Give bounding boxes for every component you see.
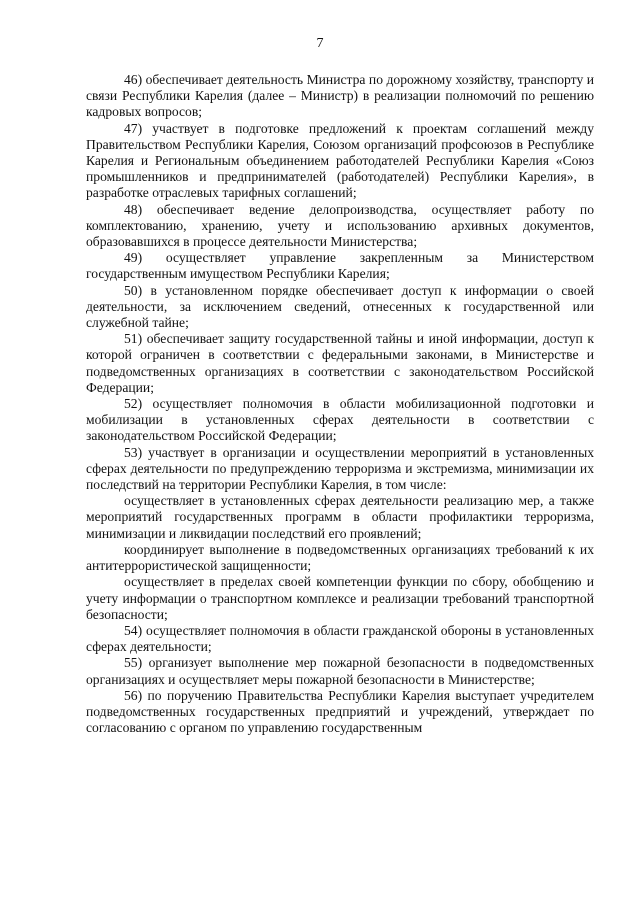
paragraph-54: 54) осуществляет полномочия в области гражданской обороны в установленных сферах деятельности; <box>86 622 594 655</box>
paragraph-49: 49) осуществляет управление закрепленным за Министерством государственным имуществом Республики Карелия; <box>86 250 594 282</box>
paragraph-53-item-3: осуществляет в пределах своей компетенции функции по сбору, обобщению и учету информации о транспортном комплексе и реализации требований транспортной безопасности; <box>86 574 594 622</box>
paragraph-56: 56) по поручению Правительства Республики Карелия выступает учредителем подведомственных государственных предприятий и учреждений, утверждает по согласованию с органом по управлению государственным <box>86 687 594 736</box>
paragraph-53-item-1: осуществляет в установленных сферах деятельности реализацию мер, а также мероприятий государственных программ в области профилактики терроризма, минимизации и ликвидации последствий его проявлений; <box>86 493 594 541</box>
paragraph-48: 48) обеспечивает ведение делопроизводства, осуществляет работу по комплектованию, хранению, учету и использованию архивных документов, образовавшихся в процессе деятельности Министерства; <box>86 201 594 250</box>
page-number: 7 <box>316 36 324 51</box>
paragraph-55: 55) организует выполнение мер пожарной безопасности в подведомственных организациях и осуществляет меры пожарной безопасности в Министерстве; <box>86 655 594 687</box>
paragraph-51: 51) обеспечивает защиту государственной тайны и иной информации, доступ к которой ограничен в соответствии с федеральными законами, в Министерстве и подведомственных организациях в соответствии с законодательством Российской Федерации; <box>86 331 594 395</box>
paragraph-50: 50) в установленном порядке обеспечивает доступ к информации о своей деятельности, за исключением сведений, отнесенных к государственной или служебной тайне; <box>86 282 594 331</box>
paragraph-53: 53) участвует в организации и осуществлении мероприятий в установленных сферах деятельности по предупреждению терроризма и экстремизма, минимизации их последствий на территории Республики Карелия, в том числе: <box>86 444 594 493</box>
paragraph-46: 46) обеспечивает деятельность Министра по дорожному хозяйству, транспорту и связи Республики Карелия (далее – Министр) в реализации полномочий по решению кадровых вопросов; <box>86 72 594 120</box>
paragraph-53-item-2: координирует выполнение в подведомственных организациях требований к их антитеррористической защищенности; <box>86 541 594 574</box>
paragraph-47: 47) участвует в подготовке предложений к проектам соглашений между Правительством Республики Карелия, Союзом организаций профсоюзов в Республике Карелия и Региональным объединением работодателей Республики Карелия «Союз промышленников и предпринимателей (работодателей) Республики Карелия», в разработке отраслевых тарифных соглашений; <box>86 120 594 201</box>
paragraph-52: 52) осуществляет полномочия в области мобилизационной подготовки и мобилизации в установленных сферах деятельности в соответствии с законодательством Российской Федерации; <box>86 396 594 444</box>
document-body <box>86 72 594 736</box>
